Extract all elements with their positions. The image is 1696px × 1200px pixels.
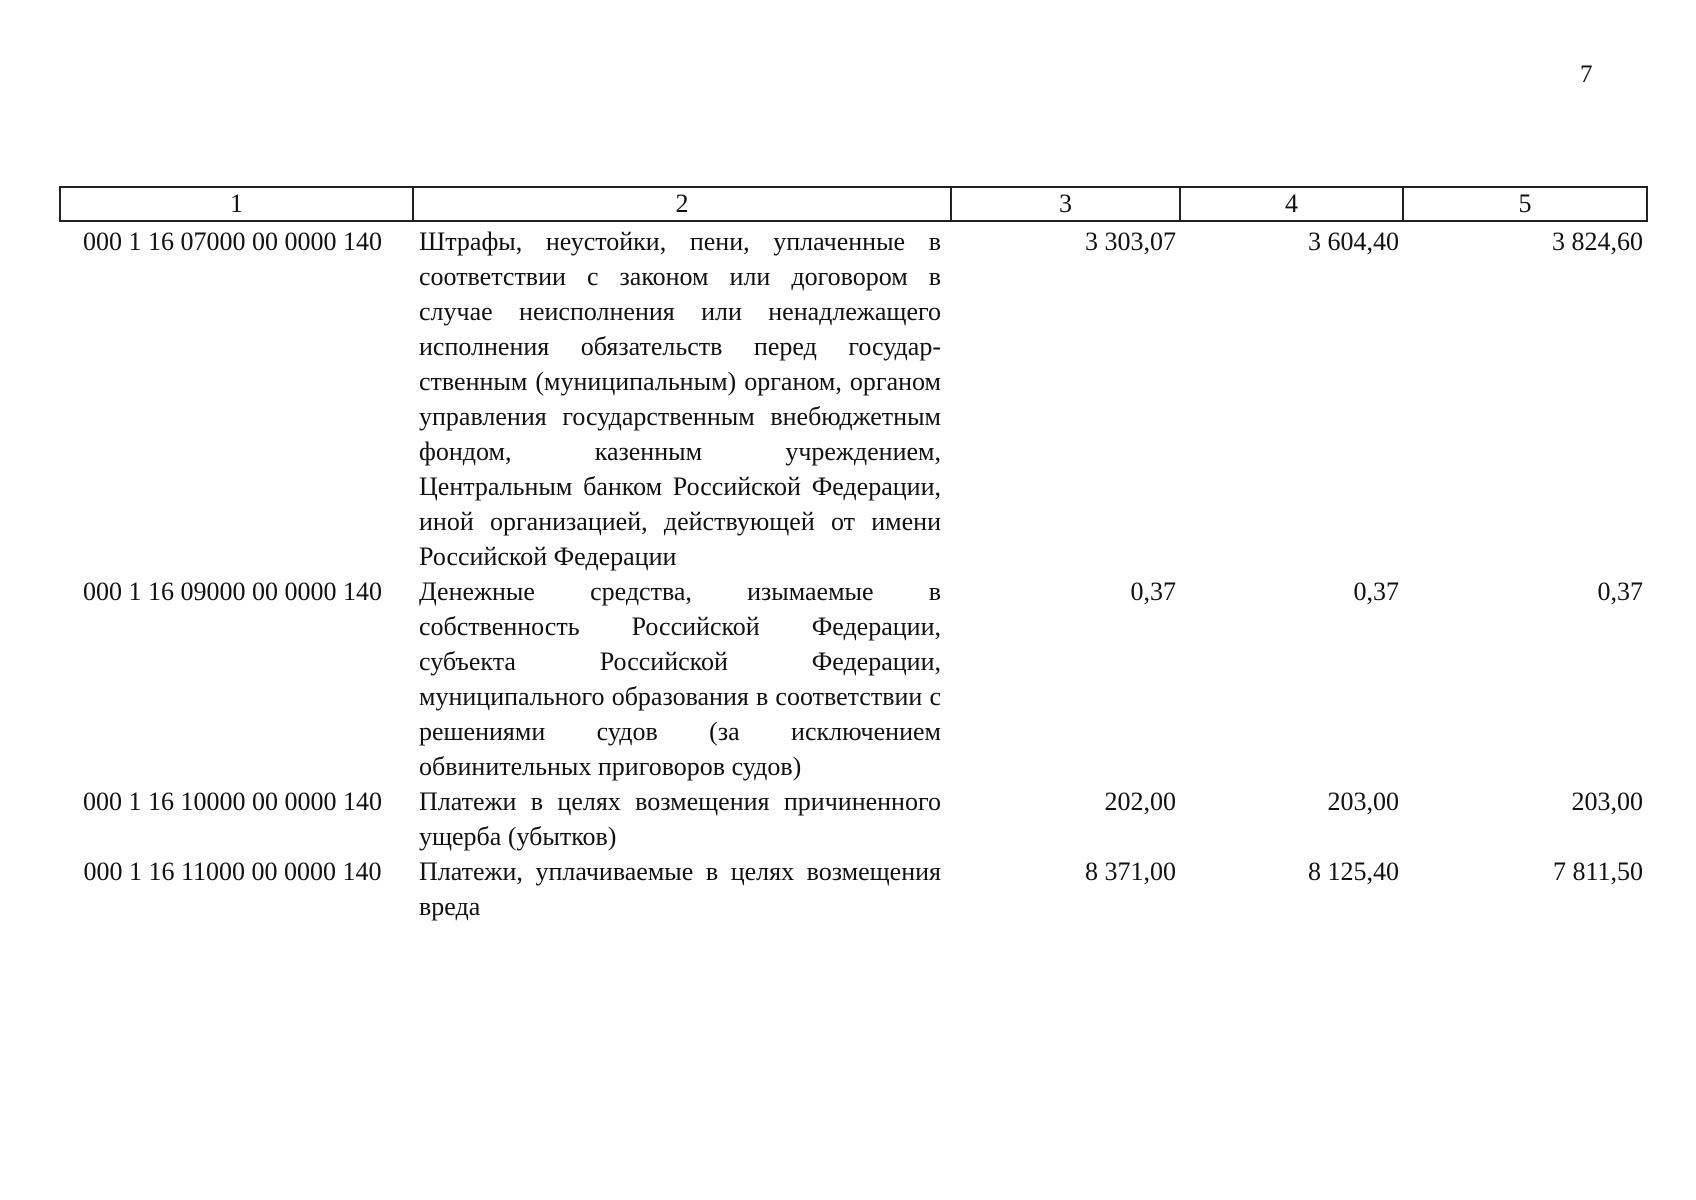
table-row: [60, 854, 1647, 924]
value-col3-cell: 0,37: [1130, 577, 1176, 606]
column-header-5: 5: [1403, 187, 1647, 221]
value-col3-cell: 3 303,07: [1085, 227, 1176, 256]
page-number: 7: [1580, 61, 1593, 88]
revenue-table: [59, 186, 1648, 924]
value-col5-cell: 3 824,60: [1552, 227, 1643, 256]
value-col4-cell: 203,00: [1327, 787, 1399, 816]
budget-code-cell: 000 1 16 07000 00 0000 140: [83, 227, 382, 256]
column-header-4: 4: [1180, 187, 1403, 221]
budget-code-cell: 000 1 16 09000 00 0000 140: [83, 577, 382, 606]
value-col4-cell: 0,37: [1353, 577, 1399, 606]
description-cell: Платежи в целях возмещения причиненного ущерба (убытков): [419, 787, 941, 851]
value-col4-cell: 3 604,40: [1308, 227, 1399, 256]
column-header-3: 3: [951, 187, 1180, 221]
budget-code-cell: 000 1 16 10000 00 0000 140: [83, 787, 382, 816]
value-col3-cell: 8 371,00: [1085, 857, 1176, 886]
table-row: [60, 574, 1647, 784]
value-col3-cell: 202,00: [1104, 787, 1176, 816]
description-cell: Штрафы, неустойки, пени, уплаченные в соответствии с законом или договором в случае неисполнения или ненадлежащего исполнения обязательств перед государ-ственным (муниципальным) органом, органом управления государственным внебюджетным фондом, казенным учреждением, Центральным банком Российской Федерации, иной организацией, действующей от имени Российской Федерации: [419, 227, 941, 571]
budget-code-cell: 000 1 16 11000 00 0000 140: [83, 857, 382, 886]
column-header-1: 1: [60, 187, 413, 221]
column-header-2: 2: [413, 187, 951, 221]
description-cell: Денежные средства, изымаемые в собственность Российской Федерации, субъекта Российской Федерации, муниципального образования в соответствии с решениями судов (за исключением обвинительных приговоров судов): [419, 577, 941, 781]
value-col5-cell: 203,00: [1571, 787, 1643, 816]
description-cell: Платежи, уплачиваемые в целях возмещения вреда: [419, 857, 941, 921]
value-col5-cell: 7 811,50: [1552, 857, 1643, 886]
value-col5-cell: 0,37: [1597, 577, 1643, 606]
table-row: [60, 221, 1647, 574]
table-header-row: [60, 187, 1647, 221]
table-row: [60, 784, 1647, 854]
value-col4-cell: 8 125,40: [1308, 857, 1399, 886]
